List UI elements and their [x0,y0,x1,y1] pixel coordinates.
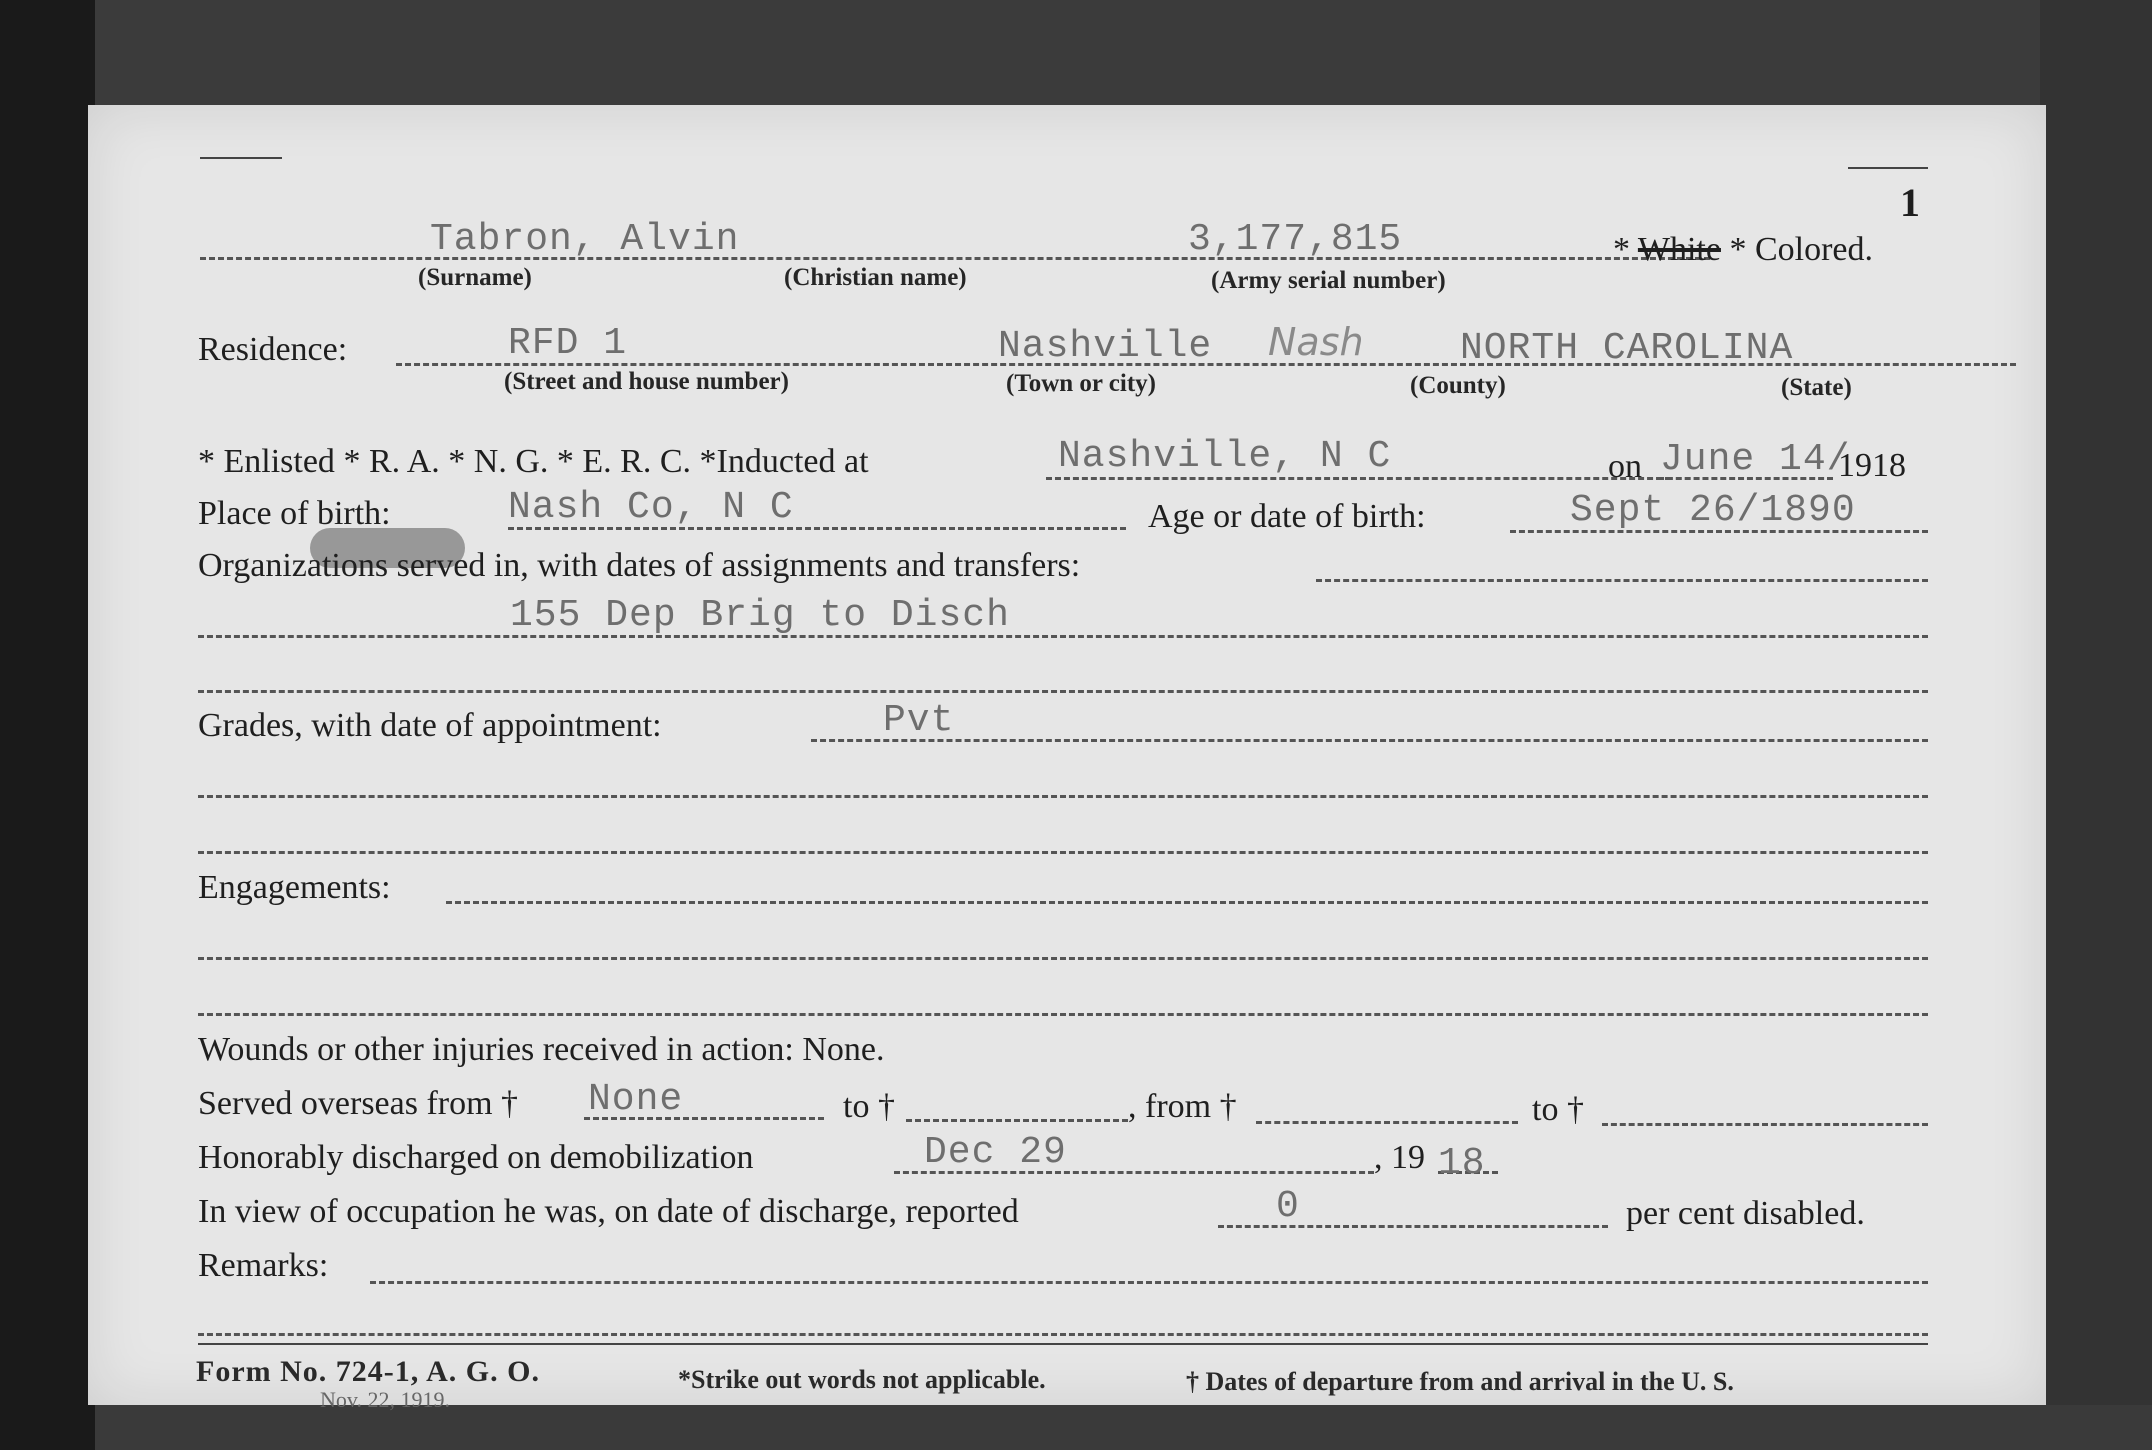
race-colored: Colored. [1754,231,1874,268]
disability-value: 0 [1276,1185,1300,1228]
engagements-line-2 [198,957,1928,960]
wounds-text: Wounds or other injuries received in action: None. [198,1031,885,1068]
caption-army-serial: (Army serial number) [1211,267,1446,294]
disability-suffix: per cent disabled. [1626,1195,1865,1232]
option-ra: R. A. [368,443,440,480]
option-erc: E. R. C. [582,443,692,480]
engagements-line-3 [198,1013,1928,1016]
place-of-birth-label: Place of birth: [198,495,391,532]
remarks-label: Remarks: [198,1247,329,1284]
grades-value: Pvt [883,699,955,742]
scan-background-top [95,0,2152,108]
dates-note: † Dates of departure from and arrival in the U. S. [1186,1367,1734,1396]
inducted-on-label: on [1608,448,1642,485]
race-options: * White * Colored. [1613,231,1874,268]
caption-street: (Street and house number) [504,368,789,395]
caption-surname: (Surname) [418,264,532,291]
grades-label: Grades, with date of appointment: [198,707,662,744]
serial-number-value: 3,177,815 [1188,218,1403,261]
discharge-year-suffix: 18 [1438,1142,1486,1185]
organizations-line-2 [198,635,1928,638]
inducted-date-value: June 14/ [1660,438,1851,481]
engagements-label: Engagements: [198,869,391,906]
discharge-label: Honorably discharged on demobilization [198,1139,754,1176]
scan-background-right [2040,0,2152,1450]
overseas-from-label: Served overseas from † [198,1085,519,1122]
discharge-date-value: Dec 29 [924,1131,1067,1174]
grades-line-3 [198,851,1928,854]
caption-town: (Town or city) [1006,370,1156,397]
service-record-card [88,105,2046,1412]
form-number: Form No. 724-1, A. G. O. [196,1355,540,1388]
overseas-to2-label: to † [1532,1091,1584,1128]
remarks-line-2 [198,1333,1928,1336]
inducted-at-value: Nashville, N C [1058,435,1392,478]
footer-rule [198,1343,1928,1345]
residence-county-handwritten: Nash [1268,320,1364,364]
overseas-to2-line [1602,1123,1928,1126]
age-label: Age or date of birth: [1148,498,1426,535]
date-of-birth-value: Sept 26/1890 [1570,489,1856,532]
residence-town: Nashville [998,325,1213,368]
enlistment-options: * Enlisted * R. A. * N. G. * E. R. C. *Inducted at [198,443,869,480]
surname-value: Tabron, Alvin [430,218,740,261]
place-of-birth-value: Nash Co, N C [508,486,794,529]
inducted-label: *Inducted at [699,443,869,480]
caption-state: (State) [1781,374,1852,401]
scan-background-left [0,0,95,1450]
remarks-line-1 [370,1281,1928,1284]
top-left-rule [200,157,282,159]
overseas-from-value: None [588,1078,684,1121]
form-date: Nov. 22, 1919. [320,1387,450,1412]
residence-street: RFD 1 [508,322,628,365]
residence-label: Residence: [198,331,348,368]
caption-county: (County) [1410,372,1506,399]
grades-line-1 [811,739,1928,742]
top-right-rule [1848,167,1928,169]
residence-state: NORTH CAROLINA [1460,327,1794,370]
organizations-line-1 [1316,579,1928,582]
discharge-year-prefix: , 19 [1374,1139,1425,1176]
overseas-to-label: to † [843,1088,895,1125]
inducted-year: 1918 [1838,447,1906,484]
grades-line-2 [198,795,1928,798]
strike-out-note: *Strike out words not applicable. [678,1365,1046,1394]
overseas-from2-label: , from † [1128,1088,1237,1125]
organizations-label: Organizations served in, with dates of assignments and transfers: [198,547,1081,584]
organizations-value: 155 Dep Brig to Disch [510,594,1010,637]
organizations-line-3 [198,690,1928,693]
race-white: White [1637,231,1721,268]
engagements-line-1 [446,901,1928,904]
disability-label: In view of occupation he was, on date of discharge, reported [198,1193,1019,1230]
overseas-from2-line [1256,1121,1518,1124]
caption-christian-name: (Christian name) [784,264,967,291]
name-line [200,257,1710,260]
option-ng: N. G. [473,443,549,480]
card-number: 1 [1900,180,1920,225]
overseas-to-line [906,1119,1128,1122]
option-enlisted: Enlisted [223,443,335,480]
